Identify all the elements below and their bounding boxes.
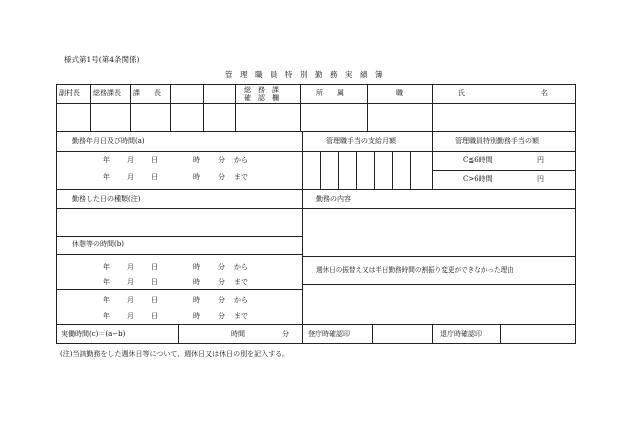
actual-hours-label: 実働時間(c)＝(a−b) <box>61 330 126 338</box>
arrival-confirm-label: 登庁時確認印 <box>308 330 350 338</box>
yen-unit: 円 <box>537 175 544 183</box>
general-affairs-check-label-2: 確 認 欄 <box>244 94 279 102</box>
hour-label: 時 <box>193 156 200 164</box>
general-affairs-check-label-1: 総 務 課 <box>244 86 279 94</box>
month-label: 月 <box>127 173 134 181</box>
special-allowance-label: 管理職員特別勤務手当の額 <box>455 137 539 145</box>
hour-label: 時 <box>193 278 200 286</box>
hour-label: 時 <box>193 173 200 181</box>
allowance-gt6-label: C>6時間 <box>463 175 493 183</box>
form-number: 様式第1号(第4条関係) <box>64 55 140 64</box>
minute-label: 分 <box>218 296 225 304</box>
month-label: 月 <box>127 296 134 304</box>
monthly-allowance-label: 管理職手当の支給月額 <box>326 137 396 145</box>
until-label: まで <box>234 312 248 320</box>
until-label: まで <box>234 278 248 286</box>
reason-label: 週休日の振替え又は半日勤務時間の割振り変更ができなかった理由 <box>316 266 514 274</box>
hours-unit: 時間 <box>231 330 245 338</box>
until-label: まで <box>234 173 248 181</box>
year-label: 年 <box>103 278 110 286</box>
year-label: 年 <box>103 296 110 304</box>
hour-label: 時 <box>193 263 200 271</box>
month-label: 月 <box>127 312 134 320</box>
name-label-2: 名 <box>541 89 548 97</box>
minute-label: 分 <box>218 156 225 164</box>
month-label: 月 <box>127 156 134 164</box>
hour-label: 時 <box>193 296 200 304</box>
departure-confirm-label: 退庁時確認印 <box>440 330 482 338</box>
vice-mayor-label: 副村長 <box>59 89 80 97</box>
form-table <box>56 84 576 344</box>
section-chief-label: 課 長 <box>133 89 161 97</box>
minutes-unit: 分 <box>282 330 289 338</box>
minute-label: 分 <box>218 278 225 286</box>
month-label: 月 <box>127 263 134 271</box>
year-label: 年 <box>103 156 110 164</box>
minute-label: 分 <box>218 263 225 271</box>
month-label: 月 <box>127 278 134 286</box>
day-type-label: 勤務した日の種類(注) <box>72 195 141 203</box>
day-label: 日 <box>151 296 158 304</box>
from-label: から <box>234 296 248 304</box>
day-label: 日 <box>151 278 158 286</box>
from-label: から <box>234 263 248 271</box>
from-label: から <box>234 156 248 164</box>
allowance-le6-label: C≦6時間 <box>463 156 493 164</box>
break-time-label: 休憩等の時間(b) <box>72 240 124 248</box>
day-label: 日 <box>151 173 158 181</box>
general-affairs-director-label: 総務課長 <box>93 89 121 97</box>
department-label: 所 属 <box>316 89 344 97</box>
hour-label: 時 <box>193 312 200 320</box>
minute-label: 分 <box>218 173 225 181</box>
duties-label: 勤務の内容 <box>316 195 351 203</box>
day-label: 日 <box>151 263 158 271</box>
day-label: 日 <box>151 312 158 320</box>
day-label: 日 <box>151 156 158 164</box>
position-label: 職 <box>396 89 403 97</box>
minute-label: 分 <box>218 312 225 320</box>
year-label: 年 <box>103 312 110 320</box>
footnote: (注)当該勤務をした週休日等について、週休日又は休日の別を記入する。 <box>60 350 290 358</box>
work-datetime-label: 勤務年月日及び時間(a) <box>72 137 145 145</box>
page-title: 管 理 職 員 特 別 勤 務 実 績 簿 <box>225 70 383 79</box>
yen-unit: 円 <box>537 156 544 164</box>
year-label: 年 <box>103 263 110 271</box>
year-label: 年 <box>103 173 110 181</box>
name-label-1: 氏 <box>458 89 465 97</box>
